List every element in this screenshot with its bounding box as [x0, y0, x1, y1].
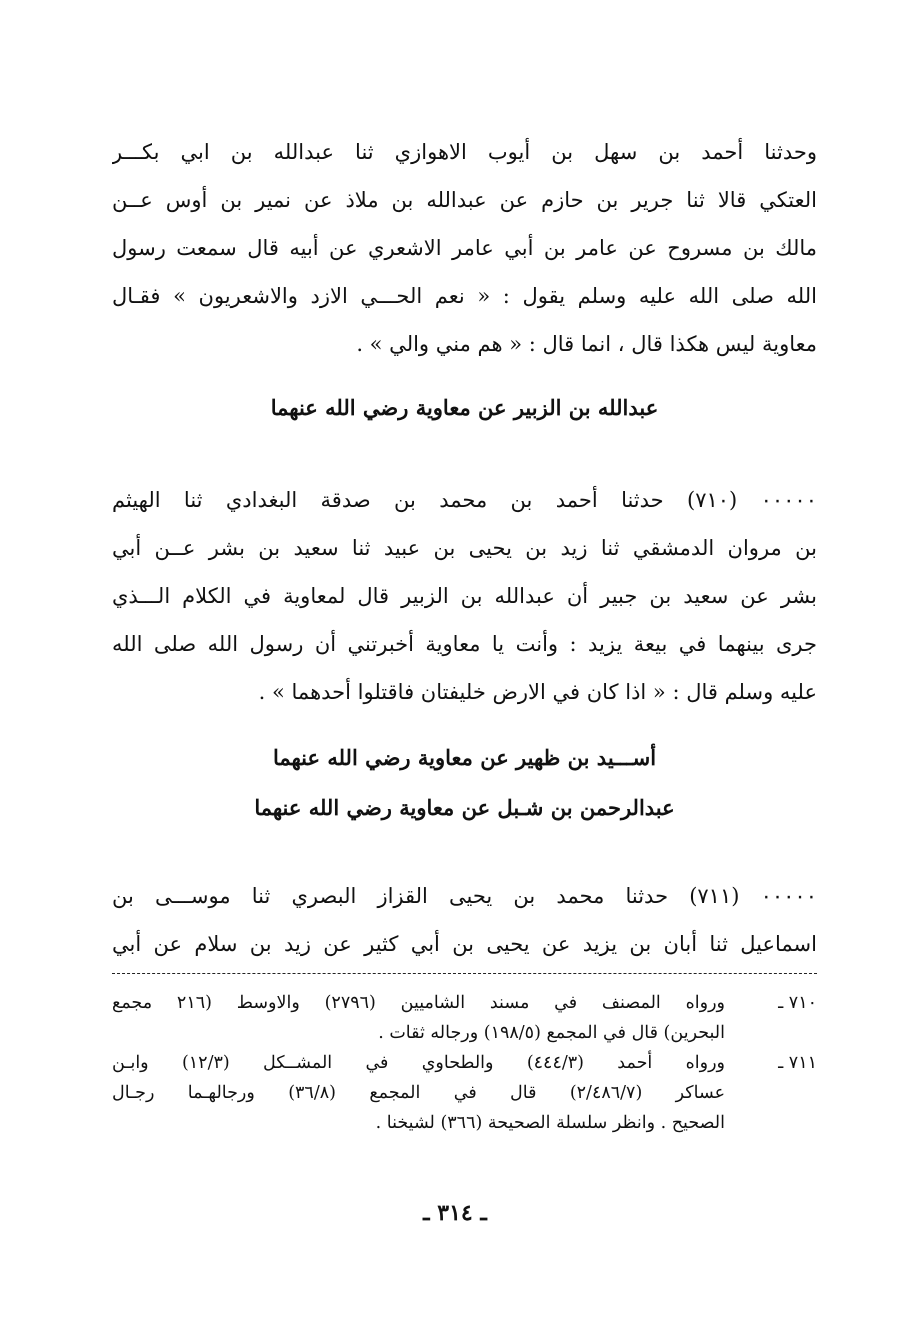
section-heading: عبدالله بن الزبير عن معاوية رضي الله عنهما: [270, 395, 659, 420]
paragraph-hadith-710: [112, 476, 817, 716]
text-line: مالك بن مسروح عن عامر بن أبي عامر الاشعري عن أبيه قال سمعت رسول: [112, 236, 817, 260]
page-number: ـ ٣١٤ ـ: [423, 1200, 487, 1226]
footnote-number: ٧١١ ـ: [778, 1053, 817, 1073]
footnote-line: ورواه المصنف في مسند الشاميين (٢٧٩٦) والاوسط (٢١٦ مجمع: [112, 993, 725, 1013]
footnote-line: الصحيح . وانظر سلسلة الصحيحة (٣٦٦) لشيخنا .: [375, 1113, 725, 1133]
footnote-separator: [112, 973, 817, 974]
text-line: جرى بينهما في بيعة يزيد : وأنت يا معاوية أخبرتني أن رسول الله صلى الله: [112, 632, 817, 656]
text-line: ٠٠٠٠٠ (٧١١) حدثنا محمد بن يحيى القزاز البصري ثنا موســـى بن: [112, 884, 817, 908]
text-line: الله صلى الله عليه وسلم يقول : « نعم الحـــي الازد والاشعريون » فقـال: [112, 284, 817, 308]
text-line: بشر عن سعيد بن جبير أن عبدالله بن الزبير قال لمعاوية في الكلام الـــذي: [112, 584, 817, 608]
footnote-line: عساكر (٢/٤٨٦/٧) قال في المجمع (٣٦/٨) ورجالهـما رجـال: [112, 1083, 725, 1103]
text-line: معاوية ليس هكذا قال ، انما قال : « هم مني والي » .: [356, 332, 817, 356]
text-line: بن مروان الدمشقي ثنا زيد بن يحيى بن عبيد ثنا سعيد بن بشر عــن أبي: [112, 536, 817, 560]
footnote-line: البحرين) قال في المجمع (١٩٨/٥) ورجاله ثقات .: [378, 1023, 725, 1043]
text-line: ٠٠٠٠٠ (٧١٠) حدثنا أحمد بن محمد بن صدقة البغدادي ثنا الهيثم: [112, 488, 817, 512]
text-line: وحدثنا أحمد بن سهل بن أيوب الاهوازي ثنا عبدالله بن ابي بكـــر: [112, 140, 817, 164]
text-line: عليه وسلم قال : « اذا كان في الارض خليفتان فاقتلوا أحدهما » .: [258, 680, 817, 704]
footnote-line: ورواه أحمد (٤٤٤/٣) والطحاوي في المشــكل (١٢/٣) وابـن: [112, 1053, 725, 1073]
section-heading: أســـيد بن ظهير عن معاوية رضي الله عنهما: [272, 745, 657, 770]
footnote: [112, 1048, 817, 1138]
text-line: العتكي قالا ثنا جرير بن حازم عن عبدالله بن ملاذ عن نمير بن أوس عــن: [112, 188, 817, 212]
section-heading: عبدالرحمن بن شـبل عن معاوية رضي الله عنهما: [254, 795, 675, 820]
text-line: اسماعيل ثنا أبان بن يزيد عن يحيى بن أبي كثير عن زيد بن سلام عن أبي: [112, 932, 817, 956]
footnote-number: ٧١٠ ـ: [778, 993, 817, 1013]
footnotes: [112, 988, 817, 1138]
footnote: [112, 988, 817, 1048]
paragraph-hadith-711: [112, 872, 817, 968]
paragraph-hadith-continuation: [112, 128, 817, 368]
